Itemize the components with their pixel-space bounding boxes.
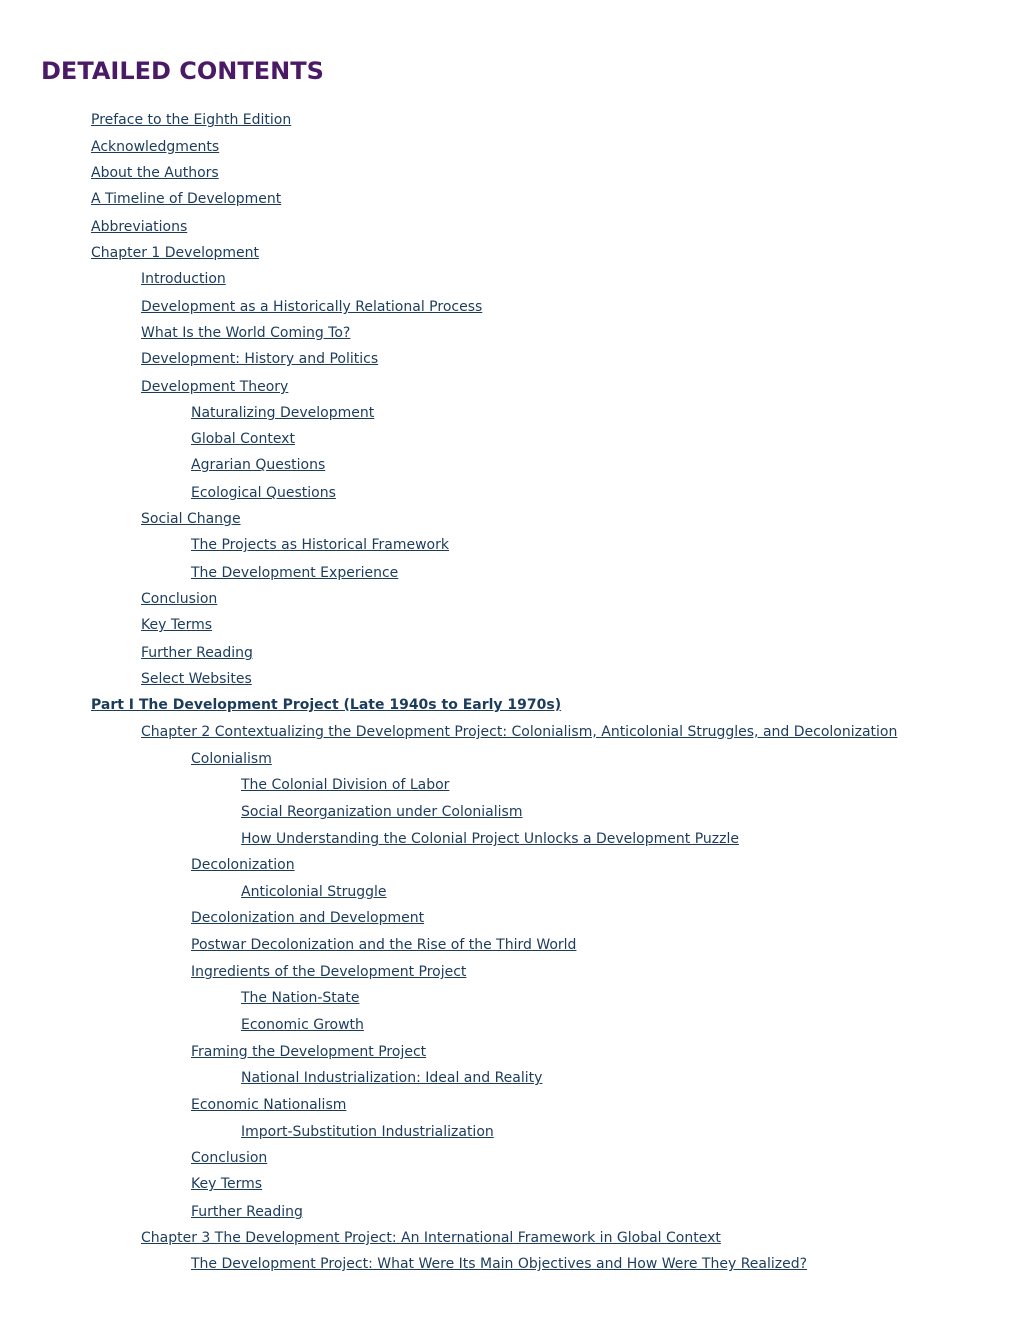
toc-entry <box>191 1250 807 1276</box>
toc-link[interactable]: Conclusion <box>141 591 218 607</box>
toc-link[interactable]: Key Terms <box>191 1176 263 1192</box>
toc-link[interactable]: National Industrialization: Ideal and Reality <box>241 1070 543 1086</box>
toc-entry <box>191 1091 346 1117</box>
toc-entry <box>191 958 466 984</box>
toc-link[interactable]: Development: History and Politics <box>141 351 379 367</box>
toc-entry <box>191 1198 303 1224</box>
toc-link[interactable]: Select Websites <box>141 671 252 687</box>
toc-entry <box>241 1011 364 1037</box>
toc-link[interactable]: Import-Substitution Industrialization <box>241 1124 494 1140</box>
toc-link[interactable]: Postwar Decolonization and the Rise of the Third World <box>191 937 577 953</box>
toc-link[interactable]: Further Reading <box>191 1204 303 1220</box>
toc-link[interactable]: Economic Nationalism <box>191 1097 347 1113</box>
toc-entry <box>241 825 739 851</box>
toc-entry <box>241 798 522 824</box>
toc-entry <box>141 293 482 319</box>
toc-link[interactable]: Agrarian Questions <box>191 457 326 473</box>
toc-link[interactable]: Chapter 2 Contextualizing the Development Project: Colonialism, Anticolonial Struggles, and Decolonization <box>141 724 898 740</box>
toc-link[interactable]: Framing the Development Project <box>191 1044 427 1060</box>
toc-link[interactable]: Decolonization and Development <box>191 910 425 926</box>
toc-entry <box>191 745 272 771</box>
toc-link[interactable]: Chapter 1 Development <box>91 245 260 261</box>
toc-entry <box>141 665 252 691</box>
toc-link[interactable]: Naturalizing Development <box>191 405 375 421</box>
toc-link[interactable]: The Nation-State <box>241 990 360 1006</box>
toc-link[interactable]: How Understanding the Colonial Project Unlocks a Development Puzzle <box>241 831 739 847</box>
toc-entry <box>91 159 219 185</box>
toc-link[interactable]: Social Reorganization under Colonialism <box>241 804 523 820</box>
toc-link[interactable]: Decolonization <box>191 857 295 873</box>
toc-entry <box>91 239 259 265</box>
toc-entry <box>141 611 212 637</box>
toc-link[interactable]: Social Change <box>141 511 241 527</box>
toc-entry <box>191 851 295 877</box>
toc-entry <box>241 984 359 1010</box>
toc-link[interactable]: Chapter 3 The Development Project: An International Framework in Global Context <box>141 1230 721 1246</box>
toc-entry <box>241 1118 494 1144</box>
toc-entry <box>141 718 897 744</box>
toc-entry <box>91 185 281 211</box>
toc-link[interactable]: Anticolonial Struggle <box>241 884 387 900</box>
toc-entry <box>191 559 398 585</box>
toc-link[interactable]: Ingredients of the Development Project <box>191 964 467 980</box>
toc-entry <box>191 904 424 930</box>
toc-entry <box>141 585 217 611</box>
toc-link[interactable]: Acknowledgments <box>91 139 220 155</box>
toc-entry <box>141 345 378 371</box>
toc-entry <box>141 1224 721 1250</box>
toc-entry <box>191 1038 426 1064</box>
toc-link[interactable]: Part I The Development Project (Late 1940s to Early 1970s) <box>91 697 562 713</box>
toc-entry <box>141 639 253 665</box>
page-title: DETAILED CONTENTS <box>41 57 324 85</box>
toc-entry <box>241 878 387 904</box>
toc-link[interactable]: About the Authors <box>91 165 219 181</box>
toc-link[interactable]: Development Theory <box>141 379 289 395</box>
toc-entry <box>191 451 325 477</box>
toc-entry <box>141 319 350 345</box>
toc-link[interactable]: The Development Experience <box>191 565 399 581</box>
toc-link[interactable]: Economic Growth <box>241 1017 364 1033</box>
toc-entry <box>191 479 336 505</box>
toc-link[interactable]: The Projects as Historical Framework <box>191 537 449 553</box>
toc-entry <box>91 213 187 239</box>
toc-link[interactable]: Introduction <box>141 271 226 287</box>
toc-entry <box>191 1170 262 1196</box>
toc-entry <box>91 133 219 159</box>
toc-link[interactable]: What Is the World Coming To? <box>141 325 351 341</box>
toc-link[interactable]: The Development Project: What Were Its Main Objectives and How Were They Realized? <box>191 1256 808 1272</box>
toc-entry <box>191 399 374 425</box>
toc-entry <box>141 373 288 399</box>
toc-link[interactable]: Preface to the Eighth Edition <box>91 112 292 128</box>
toc-entry <box>191 531 449 557</box>
toc-entry <box>141 265 226 291</box>
toc-link[interactable]: Further Reading <box>141 645 253 661</box>
toc-entry <box>191 931 576 957</box>
toc-link[interactable]: Conclusion <box>191 1150 268 1166</box>
toc-link[interactable]: Key Terms <box>141 617 213 633</box>
toc-entry <box>191 425 295 451</box>
toc-entry <box>141 505 241 531</box>
toc-link[interactable]: Ecological Questions <box>191 485 336 501</box>
toc-link[interactable]: Colonialism <box>191 751 272 767</box>
toc-entry <box>241 771 449 797</box>
toc-entry <box>241 1064 542 1090</box>
toc-link[interactable]: Abbreviations <box>91 219 188 235</box>
toc-part-entry <box>91 691 561 717</box>
toc-entry <box>191 1144 267 1170</box>
toc-link[interactable]: Development as a Historically Relational Process <box>141 299 483 315</box>
toc-link[interactable]: A Timeline of Development <box>91 191 282 207</box>
toc-link[interactable]: The Colonial Division of Labor <box>241 777 450 793</box>
toc-link[interactable]: Global Context <box>191 431 295 447</box>
toc-entry <box>91 106 291 132</box>
